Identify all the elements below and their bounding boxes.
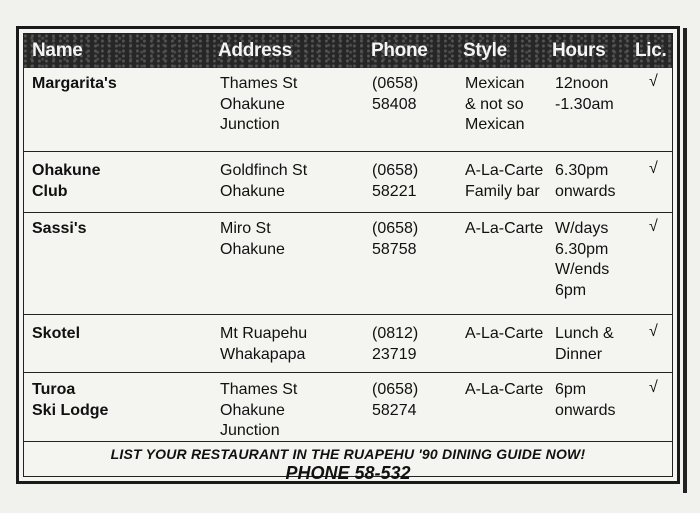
restaurant-name: Skotel: [32, 325, 81, 342]
restaurant-address: Goldfinch St Ohakune: [220, 162, 308, 200]
licensed-check: √: [649, 218, 658, 235]
restaurant-phone: (0658) 58221: [372, 162, 419, 200]
dining-guide-table: [16, 26, 680, 484]
header-address: Address: [218, 40, 292, 61]
restaurant-address: Miro St Ohakune: [220, 220, 285, 258]
header-phone: Phone: [371, 40, 428, 61]
advert-phone: PHONE 58-532: [285, 463, 411, 483]
restaurant-phone: (0658) 58408: [372, 75, 419, 113]
restaurant-phone: (0658) 58274: [372, 381, 419, 419]
restaurant-name: Turoa Ski Lodge: [32, 381, 109, 419]
restaurant-address: Thames St Ohakune Junction: [220, 381, 298, 439]
restaurant-hours: 6pm onwards: [555, 381, 616, 419]
advert-footer: [24, 441, 672, 486]
restaurant-address: Thames St Ohakune Junction: [220, 75, 298, 133]
table-row: [24, 212, 672, 315]
restaurant-style: A-La-Carte: [465, 220, 544, 237]
table-header: [24, 34, 672, 68]
advert-text: LIST YOUR RESTAURANT IN THE RUAPEHU '90 DINING GUIDE NOW!: [110, 446, 586, 462]
restaurant-name: Sassi's: [32, 220, 87, 237]
header-style: Style: [463, 40, 507, 61]
restaurant-phone: (0658) 58758: [372, 220, 419, 258]
restaurant-name: Margarita's: [32, 75, 117, 92]
header-name: Name: [32, 40, 83, 61]
licensed-check: √: [649, 323, 658, 340]
licensed-check: √: [649, 379, 658, 396]
restaurant-address: Mt Ruapehu Whakapapa: [220, 325, 308, 363]
restaurant-hours: 12noon -1.30am: [555, 75, 614, 113]
table-row: [24, 151, 672, 213]
restaurant-style: Mexican & not so Mexican: [465, 75, 525, 133]
table-row: [24, 68, 672, 151]
restaurant-style: A-La-Carte: [465, 381, 544, 398]
header-hours: Hours: [552, 40, 606, 61]
restaurant-style: A-La-Carte Family bar: [465, 162, 544, 200]
edge-divider: [683, 28, 687, 493]
header-lic: Lic.: [635, 40, 667, 61]
restaurant-style: A-La-Carte: [465, 325, 544, 342]
licensed-check: √: [649, 160, 658, 177]
restaurant-hours: W/days 6.30pm W/ends 6pm: [555, 220, 610, 299]
table-row: [24, 372, 672, 442]
table-row: [24, 314, 672, 373]
restaurant-phone: (0812) 23719: [372, 325, 419, 363]
licensed-check: √: [649, 73, 658, 90]
restaurant-name: Ohakune Club: [32, 162, 101, 200]
restaurant-hours: Lunch & Dinner: [555, 325, 614, 363]
table-inner: [23, 33, 673, 483]
restaurant-hours: 6.30pm onwards: [555, 162, 616, 200]
